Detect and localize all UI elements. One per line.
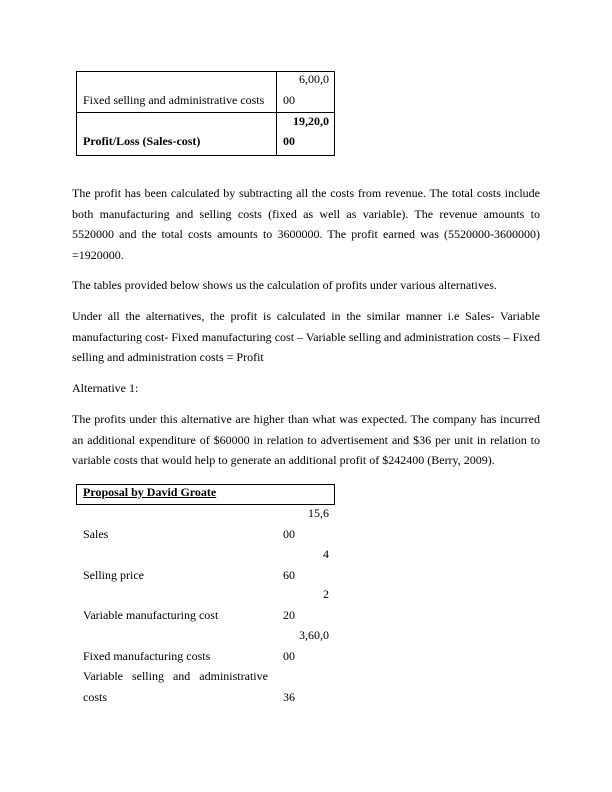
- table-border-left: [76, 71, 77, 156]
- table-cell-label: Fixed selling and administrative costs: [83, 93, 265, 107]
- table-title: Proposal by David Groate: [83, 485, 217, 499]
- table-cell-label: costs: [83, 690, 107, 704]
- table-cell-value: 00: [283, 93, 295, 107]
- table-border-bottom: [76, 155, 335, 156]
- table-border-bottom: [76, 504, 335, 505]
- table-cell-value: 20: [283, 608, 295, 622]
- paragraph: The profit has been calculated by subtracting all the costs from revenue. The total costs include both manufacturing and selling costs (fixed as well as variable). The revenue amounts to 5520000 and the total costs amounts to 3600000. The profit earned was (5520000-3600000) =1920000.: [72, 186, 540, 262]
- table-cell-value: 00: [283, 649, 295, 663]
- paragraph: Alternative 1:: [72, 381, 139, 395]
- paragraph: The profits under this alternative are higher than what was expected. The company has incurred an additional expenditure of $60000 in relation to advertisement and $36 per unit in relation to variable costs that would help to generate an additional profit of $242400 (Berry, 2009).: [72, 412, 540, 467]
- table-cell-value: 00: [283, 134, 295, 148]
- table-cell-label: Variable selling and administrative: [83, 669, 268, 683]
- table-cell-value: 4: [323, 547, 329, 561]
- table-cell-value: 00: [283, 527, 295, 541]
- table-border-right: [334, 71, 335, 156]
- table-cell-value: 3,60,0: [299, 628, 329, 642]
- table-cell-value: 6,00,0: [299, 72, 329, 86]
- table-cell-label: Fixed manufacturing costs: [83, 649, 211, 663]
- table-row-divider: [76, 112, 335, 113]
- table-cell-value: 2: [323, 587, 329, 601]
- paragraph: Under all the alternatives, the profit is calculated in the similar manner i.e Sales- Variable manufacturing cost- Fixed manufacturing cost – Variable selling and administration costs – Fixed selling and administration costs = Profit: [72, 309, 540, 364]
- table-cell-value: 15,6: [308, 506, 329, 520]
- paragraph: The tables provided below shows us the calculation of profits under various alternatives.: [72, 278, 497, 292]
- table-cell-label: Profit/Loss (Sales-cost): [83, 134, 201, 148]
- table-cell-value: 60: [283, 568, 295, 582]
- table-border-right: [334, 484, 335, 505]
- table-border-left: [76, 484, 77, 505]
- table-cell-value: 19,20,0: [293, 114, 329, 128]
- table-cell-label: Selling price: [83, 568, 144, 582]
- table-cell-value: 36: [283, 690, 295, 704]
- table-cell-label: Sales: [83, 527, 109, 541]
- table-cell-label: Variable manufacturing cost: [83, 608, 219, 622]
